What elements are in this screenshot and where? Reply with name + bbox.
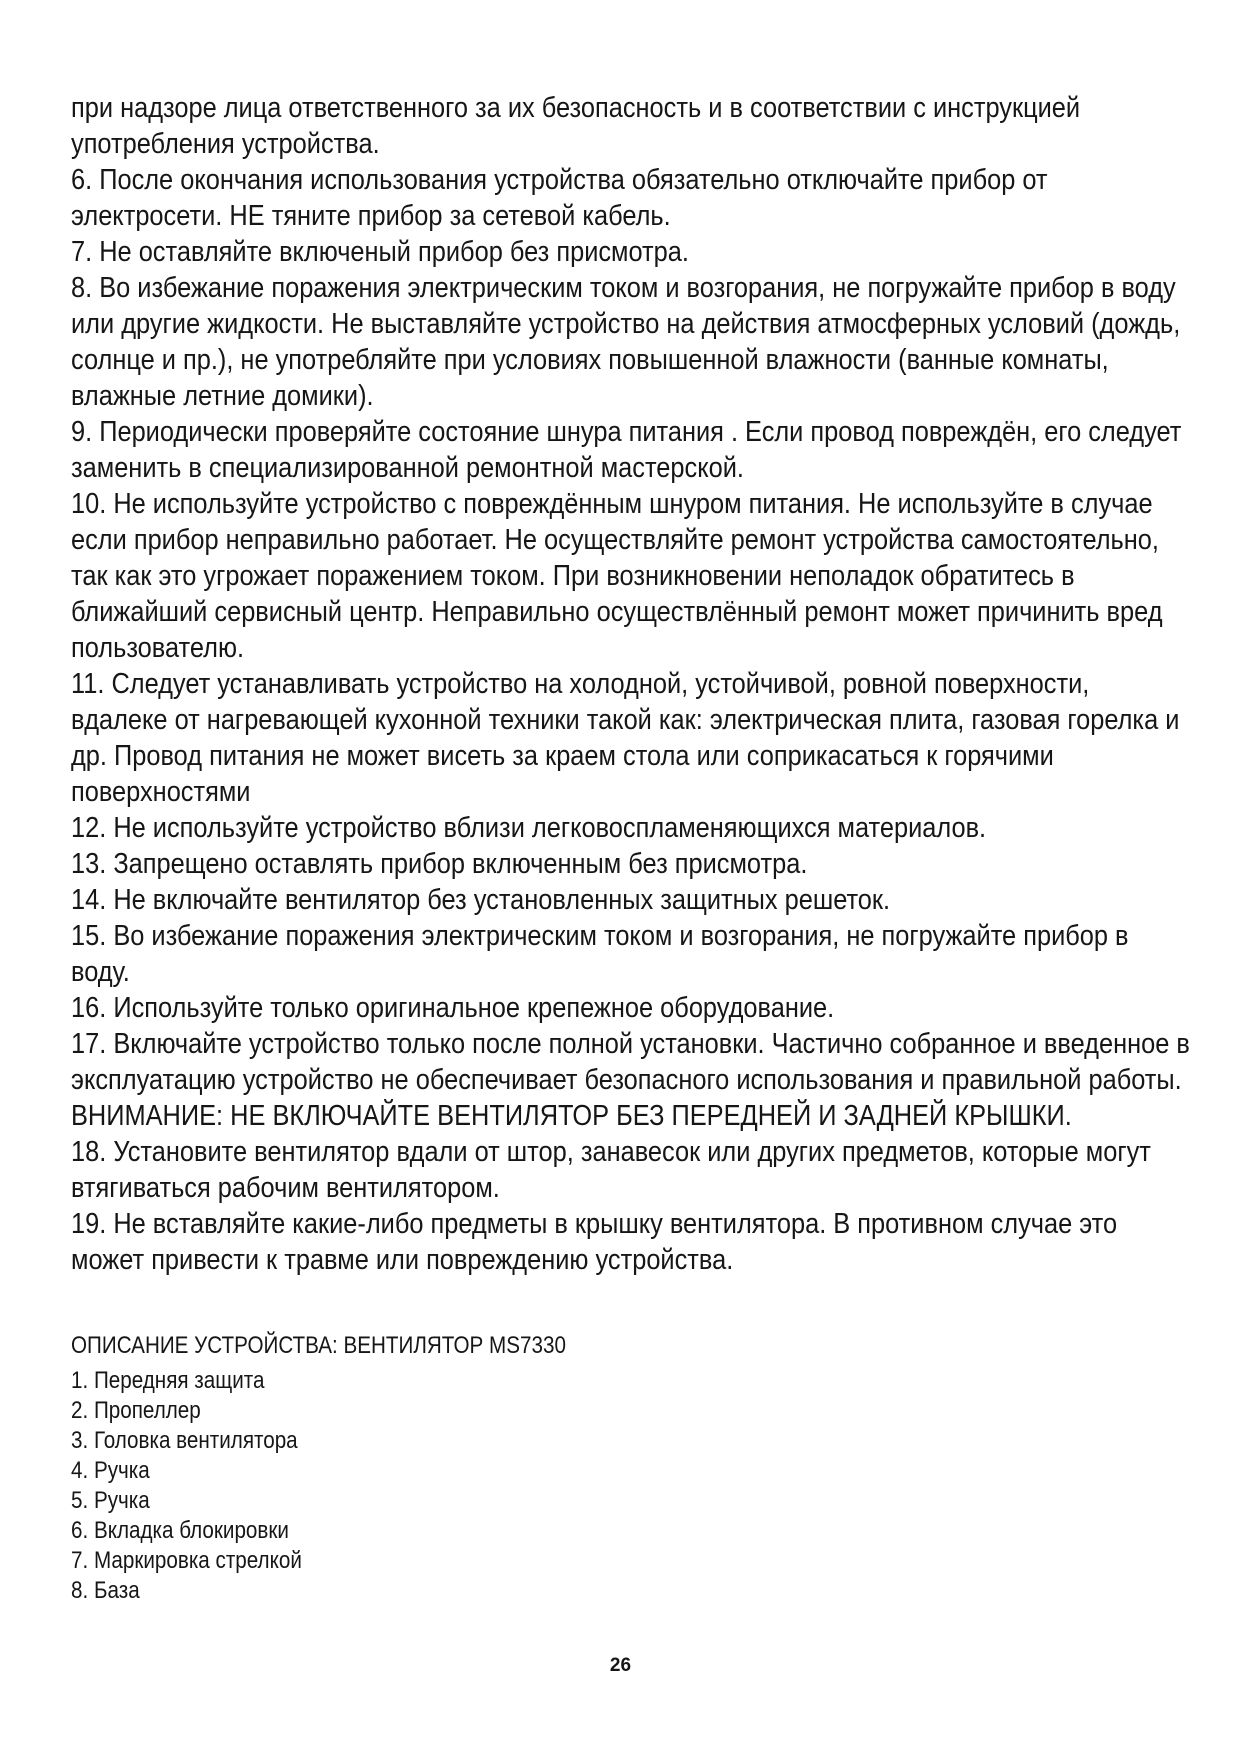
instruction-11: 11. Следует устанавливать устройство на холодной, устойчивой, ровной поверхности, вдалеке от нагревающей кухонной техники такой как: электрическая плита, газовая горелка и др. Провод питания не может висеть за краем стола или соприкасаться к горячими поверхностями bbox=[71, 668, 1180, 808]
instruction-19: 19. Не вставляйте какие-либо предметы в крышку вентилятора. В противном случае это может привести к травме или повреждению устройства. bbox=[71, 1208, 1118, 1276]
parts-list bbox=[71, 1366, 759, 1606]
instruction-6: 6. После окончания использования устройства обязательно отключайте прибор от электросети. НЕ тяните прибор за сетевой кабель. bbox=[71, 164, 1048, 232]
instruction-16: 16. Используйте только оригинальное крепежное оборудование. bbox=[71, 992, 835, 1024]
instruction-paragraph: при надзоре лица ответственного за их безопасность и в соответствии с инструкцией употребления устройства. bbox=[71, 92, 1081, 160]
list-item: 2. Пропеллер bbox=[71, 1397, 201, 1424]
description-title: ОПИСАНИЕ УСТРОЙСТВА: ВЕНТИЛЯТОР MS7330 bbox=[71, 1332, 566, 1359]
instruction-15: 15. Во избежание поражения электрическим током и возгорания, не погружайте прибор в воду. bbox=[71, 920, 1129, 988]
instruction-18: 18. Установите вентилятор вдали от штор, занавесок или других предметов, которые могут втягиваться рабочим вентилятором. bbox=[71, 1136, 1151, 1204]
list-item: 4. Ручка bbox=[71, 1457, 150, 1484]
instruction-8: 8. Во избежание поражения электрическим током и возгорания, не погружайте прибор в воду или другие жидкости. Не выставляйте устройство на действия атмосферных условий (дождь, солнце и пр.), не употребляйте при условиях повышенной влажности (ванные комнаты, влажные летние домики). bbox=[71, 272, 1181, 412]
instruction-14: 14. Не включайте вентилятор без установленных защитных решеток. bbox=[71, 884, 891, 916]
list-item: 7. Маркировка стрелкой bbox=[71, 1547, 302, 1574]
page-number: 26 bbox=[609, 1655, 632, 1676]
device-description bbox=[71, 1331, 759, 1606]
instruction-9: 9. Периодически проверяйте состояние шнура питания . Если провод повреждён, его следует заменить в специализированной ремонтной мастерской. bbox=[71, 416, 1182, 484]
safety-instructions bbox=[71, 90, 1191, 1278]
instruction-13: 13. Запрещено оставлять прибор включенным без присмотра. bbox=[71, 848, 808, 880]
instruction-10: 10. Не используйте устройство с повреждённым шнуром питания. Не используйте в случае если прибор неправильно работает. Не осуществляйте ремонт устройства самостоятельно, так как это угрожает поражением током. При возникновении неполадок обратитесь в ближайший сервисный центр. Неправильно осуществлённый ремонт может причинить вред пользователю. bbox=[71, 488, 1163, 664]
instruction-7: 7. Не оставляйте включеный прибор без присмотра. bbox=[71, 236, 689, 268]
list-item: 6. Вкладка блокировки bbox=[71, 1517, 289, 1544]
list-item: 1. Передняя защита bbox=[71, 1367, 265, 1394]
list-item: 5. Ручка bbox=[71, 1487, 150, 1514]
instruction-17: 17. Включайте устройство только после полной установки. Частично собранное и введенное в эксплуатацию устройство не обеспечивает безопасного использования и правильной работы. bbox=[71, 1028, 1190, 1096]
instruction-12: 12. Не используйте устройство вблизи легковоспламеняющихся материалов. bbox=[71, 812, 987, 844]
warning-notice: ВНИМАНИЕ: НЕ ВКЛЮЧАЙТЕ ВЕНТИЛЯТОР БЕЗ ПЕРЕДНЕЙ И ЗАДНЕЙ КРЫШКИ. bbox=[71, 1100, 1072, 1132]
document-page bbox=[71, 90, 1191, 1278]
list-item: 3. Головка вентилятора bbox=[71, 1427, 298, 1454]
list-item: 8. База bbox=[71, 1577, 140, 1604]
